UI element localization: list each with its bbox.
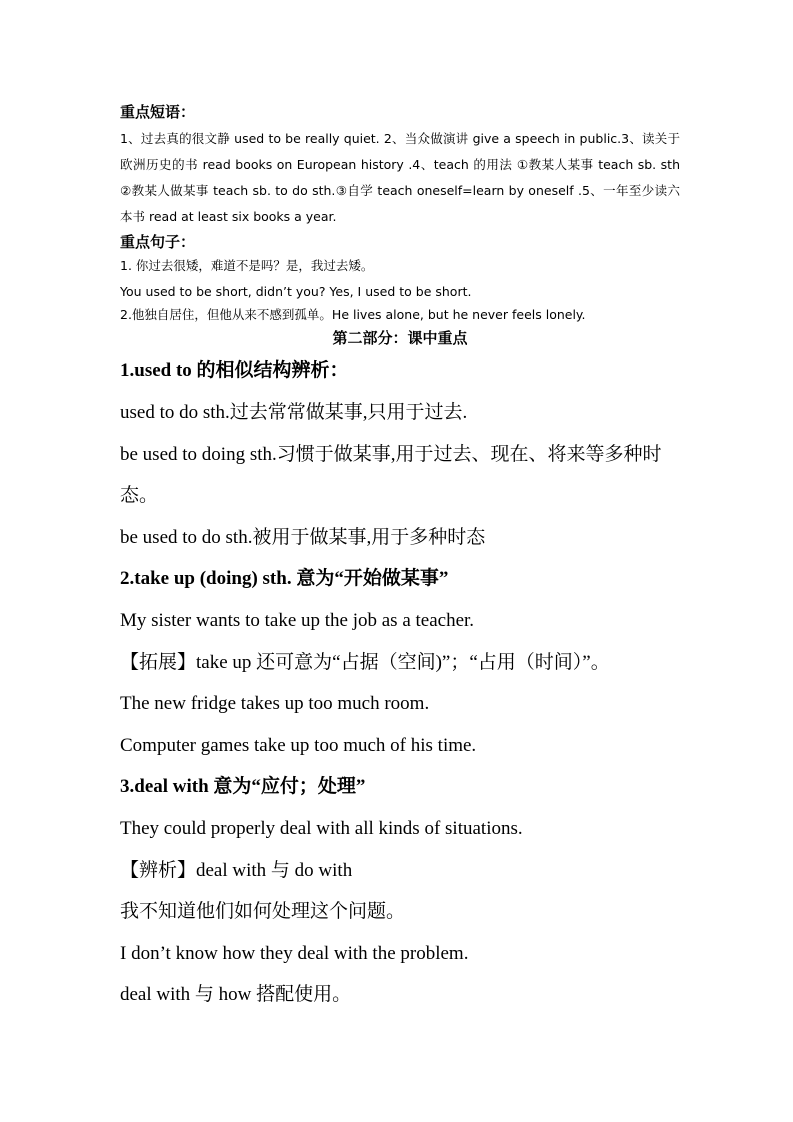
section-1-line-2: be used to doing sth.习惯于做某事,用于过去、现在、将来等多种时态。 — [120, 443, 662, 506]
section-3-line-1: They could properly deal with all kinds of situations. — [120, 818, 523, 839]
section-3-heading: 3.deal with 意为“应付；处理” — [120, 776, 366, 797]
section-2-line-1: My sister wants to take up the job as a teacher. — [120, 610, 475, 631]
section-1-line-1: used to do sth.过去常常做某事,只用于过去. — [120, 402, 468, 423]
key-phrases-text: 1、过去真的很文静 used to be really quiet. 2、当众做演讲 give a speech in public.3、读关于欧洲历史的书 read books on European history .4、teach 的用法 ①教某人某事 teach sb. sth ②教某人做某事 teach sb. to do sth.③自学 teach oneself=learn by oneself .5、一年至少读六本书 read at least six books a year. — [120, 131, 680, 224]
section-1-line-3: be used to do sth.被用于做某事,用于多种时态 — [120, 526, 486, 548]
section-3-line-2: 【辨析】deal with 与 do with — [120, 859, 353, 881]
section-1-heading: 1.used to 的相似结构辨析： — [120, 360, 349, 381]
section-3-line-3: 我不知道他们如何处理这个问题。 — [120, 901, 406, 922]
document-page — [120, 102, 680, 1016]
section-2-line-3: The new fridge takes up too much room. — [120, 693, 430, 714]
key-phrases-heading: 重点短语： — [120, 103, 196, 121]
sentence-1-english: You used to be short, didn’t you? Yes, I used to be short. — [120, 284, 472, 299]
sentence-2: 2.他独自居住，但他从来不感到孤单。He lives alone, but he never feels lonely. — [120, 307, 586, 322]
section-2-line-4: Computer games take up too much of his time. — [120, 734, 477, 756]
section-3-line-4: I don’t know how they deal with the problem. — [120, 942, 469, 964]
section-2-heading: 2.take up (doing) sth. 意为“开始做某事” — [120, 568, 449, 589]
section-2-line-2: 【拓展】take up 还可意为“占据（空间)”；“占用（时间）”。 — [120, 651, 610, 673]
section-3-line-5: deal with 与 how 搭配使用。 — [120, 984, 352, 1005]
part-2-title: 第二部分：课中重点 — [332, 329, 468, 347]
sentence-1-chinese: 1. 你过去很矮，难道不是吗？是，我过去矮。 — [120, 258, 374, 273]
key-sentences-heading: 重点句子： — [120, 233, 196, 251]
